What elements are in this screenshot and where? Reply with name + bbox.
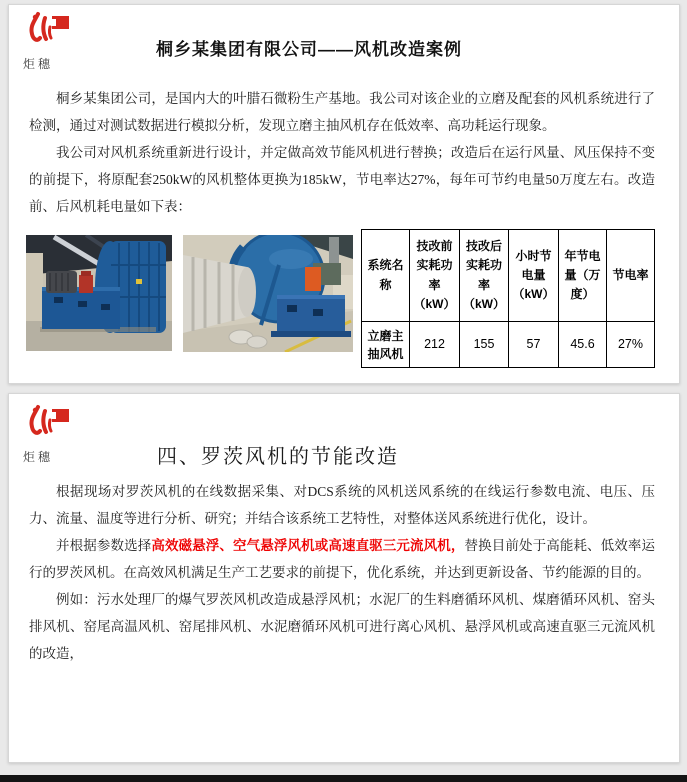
col-header-power-before: 技改前实耗功率（kW）: [410, 230, 460, 322]
page2-title: 四、罗茨风机的节能改造: [157, 446, 399, 468]
flame-logo-icon: [23, 404, 73, 442]
page1-body: [29, 85, 655, 220]
fan-photos-row: [26, 235, 353, 352]
fan-photo-left: [26, 235, 172, 351]
cell-power-after: 155: [460, 322, 509, 368]
page1-paragraph-1: 桐乡某集团公司，是国内大的叶腊石微粉生产基地。我公司对该企业的立磨及配套的风机系统进行了检测，通过对测试数据进行模拟分析，发现立磨主抽风机存在低效率、高功耗运行现象。: [29, 91, 655, 133]
col-header-hourly-saving: 小时节电量（kW）: [509, 230, 559, 322]
table-header-row: [362, 230, 655, 322]
page2-body: [29, 478, 655, 667]
document-page-2: [8, 393, 680, 763]
para2-red-highlight: 高效磁悬浮、空气悬浮风机或高速直驱三元流风机，: [151, 538, 465, 553]
table-data-row: [362, 322, 655, 368]
col-header-yearly-saving: 年节电量（万度）: [559, 230, 607, 322]
col-header-power-after: 技改后实耗功率（kW）: [460, 230, 509, 322]
company-logo: [23, 404, 83, 465]
cell-power-before: 212: [410, 322, 460, 368]
page2-paragraph-2: [29, 532, 655, 586]
para2-suffix: 替换目前处于高能耗、低效率运行的罗茨风机。在高效风机满足生产工艺要求的前提下，优化系统，并达到更新设备、节约能源的目的。: [29, 538, 656, 580]
bottom-divider-bar: [0, 775, 687, 782]
company-logo: [23, 11, 83, 72]
flame-logo-icon: [23, 11, 73, 49]
cell-system-name: 立磨主抽风机: [362, 322, 410, 368]
cell-yearly-saving: 45.6: [559, 322, 607, 368]
energy-saving-table: [361, 229, 655, 368]
page1-title: 桐乡某集团有限公司——风机改造案例: [156, 40, 462, 59]
document-page-1: [8, 4, 680, 384]
fan-photo-right: [183, 235, 353, 352]
col-header-saving-rate: 节电率: [607, 230, 655, 322]
cell-hourly-saving: 57: [509, 322, 559, 368]
logo-text: 炬穗: [23, 57, 54, 71]
page1-paragraph-2: 我公司对风机系统重新进行设计，并定做高效节能风机进行替换；改造后在运行风量、风压保持不变的前提下，将原配套250kW的风机整体更换为185kW，节电率达27%，每年可节约电量50万度左右。改造前、后风机耗电量如下表：: [29, 145, 655, 214]
page2-paragraph-3: 例如：污水处理厂的爆气罗茨风机改造成悬浮风机；水泥厂的生料磨循环风机、煤磨循环风机、窑头排风机、窑尾高温风机、窑尾排风机、水泥磨循环风机可进行离心风机、悬浮风机或高速直驱三元流风机的改造，: [29, 592, 655, 661]
cell-saving-rate: 27%: [607, 322, 655, 368]
page2-paragraph-1: 根据现场对罗茨风机的在线数据采集、对DCS系统的风机送风系统的在线运行参数电流、电压、压力、流量、温度等进行分析、研究；并结合该系统工艺特性，对整体送风系统进行优化，设计。: [29, 484, 655, 526]
col-header-system-name: 系统名称: [362, 230, 410, 322]
para2-prefix: 并根据参数选择: [56, 538, 152, 553]
logo-text: 炬穗: [23, 450, 54, 464]
